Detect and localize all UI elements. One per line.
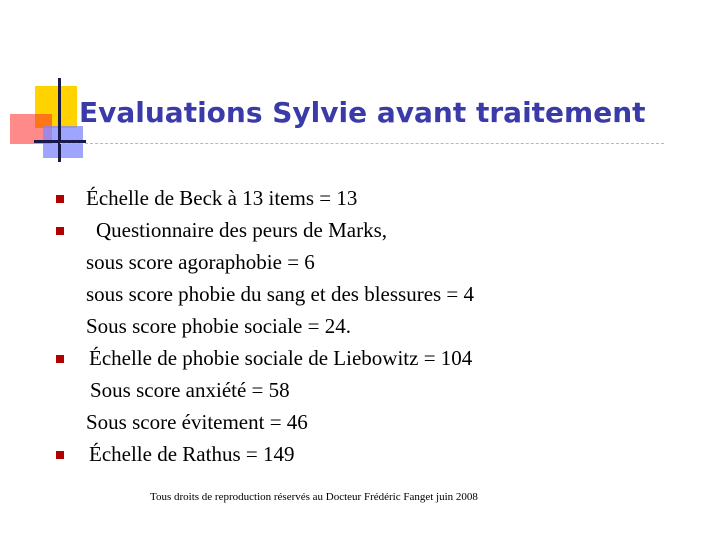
list-item — [56, 438, 696, 470]
bullet-icon — [56, 195, 64, 203]
list-item — [56, 182, 696, 214]
list-item-text: Échelle de phobie sociale de Liebowitz = 104 — [89, 346, 473, 370]
list-item-text: sous score phobie du sang et des blessures = 4 — [86, 282, 475, 306]
list-item-continuation — [56, 374, 696, 406]
bullet-icon — [56, 355, 64, 363]
list-item-text: Sous score phobie sociale = 24. — [86, 314, 351, 338]
list-item-continuation — [56, 246, 696, 278]
list-item-continuation — [56, 406, 696, 438]
list-item — [56, 214, 696, 246]
list-item-text: Échelle de Rathus = 149 — [89, 442, 295, 466]
list-item-continuation — [56, 310, 696, 342]
list-item-text: Sous score évitement = 46 — [86, 410, 308, 434]
list-item-continuation — [56, 278, 696, 310]
title-divider — [60, 143, 664, 144]
list-item-text: Échelle de Beck à 13 items = 13 — [86, 186, 358, 210]
copyright-footer: Tous droits de reproduction réservés au Docteur Frédéric Fanget juin 2008 — [150, 491, 478, 503]
slide-body — [56, 182, 696, 470]
decorative-vertical-line — [58, 78, 61, 162]
list-item-text: sous score agoraphobie = 6 — [86, 250, 315, 274]
list-item — [56, 342, 696, 374]
slide-title: Evaluations Sylvie avant traitement — [79, 96, 646, 129]
list-item-text: Sous score anxiété = 58 — [90, 378, 290, 402]
list-item-text: Questionnaire des peurs de Marks, — [96, 218, 388, 242]
bullet-icon — [56, 227, 64, 235]
bullet-icon — [56, 451, 64, 459]
